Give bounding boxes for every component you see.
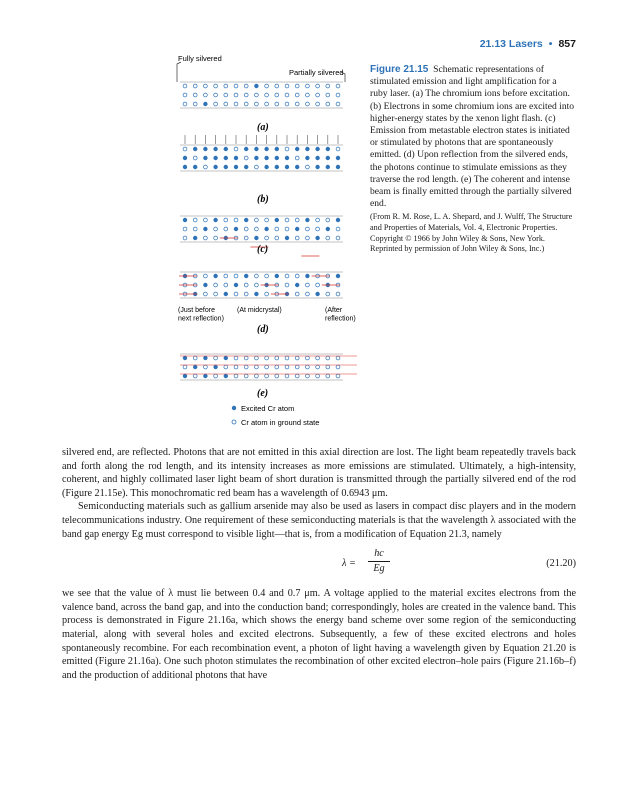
caption-credit: (From R. M. Rose, L. A. Shepard, and J. Wulff, The Structure and Properties of Materials, Vol. 4, Electronic Properties. Copyright © 1966 by John Wiley & Sons, New York. Reprinted by permission of John Wiley & Sons, Inc.)	[370, 212, 573, 254]
legend-ground-dot-icon	[232, 420, 236, 424]
ground-atom	[275, 374, 279, 378]
ground-atom	[244, 156, 248, 160]
excited-atom	[213, 274, 217, 278]
panel-label-a: (a)	[257, 122, 269, 133]
excited-atom	[224, 147, 228, 151]
ground-atom	[244, 374, 248, 378]
ground-atom	[285, 147, 289, 151]
excited-atom	[336, 218, 340, 222]
excited-atom	[295, 227, 299, 231]
ground-atom	[306, 292, 310, 296]
ground-atom	[295, 218, 299, 222]
excited-atom	[275, 165, 279, 169]
excited-atom	[213, 365, 217, 369]
excited-atom	[326, 147, 330, 151]
panel-d-label-mid: (At midcrystal)	[237, 307, 282, 314]
ground-atom	[265, 274, 269, 278]
ground-atom	[255, 227, 259, 231]
ground-atom	[183, 147, 187, 151]
rod-panel-d	[179, 272, 343, 298]
ground-atom	[193, 156, 197, 160]
ground-atom	[316, 365, 320, 369]
excited-atom	[275, 218, 279, 222]
excited-atom	[285, 165, 289, 169]
excited-atom	[203, 227, 207, 231]
excited-atom	[183, 218, 187, 222]
excited-atom	[234, 283, 238, 287]
excited-atom	[254, 292, 258, 296]
figure-label: Figure 21.15	[370, 64, 429, 75]
ground-atom	[336, 93, 340, 97]
panel-label-e: (e)	[257, 388, 269, 399]
running-header	[480, 38, 576, 50]
ground-atom	[306, 236, 310, 240]
rod-panel-a	[180, 82, 343, 108]
ground-atom	[193, 93, 197, 97]
panel-label-d: (d)	[257, 324, 269, 335]
excited-atom	[193, 365, 197, 369]
ground-atom	[265, 84, 269, 88]
ground-atom	[316, 84, 320, 88]
excited-atom	[193, 147, 197, 151]
ground-atom	[306, 102, 310, 106]
ground-atom	[316, 102, 320, 106]
ground-atom	[204, 218, 208, 222]
header-separator: •	[548, 38, 553, 50]
ground-atom	[326, 356, 330, 360]
excited-atom	[264, 156, 268, 160]
paragraph-2: Semiconducting materials such as gallium arsenide may also be used as lasers in compact disc players and in the modern telecommunications industry. One requirement of these semiconducting materials is that the wavelength λ associated with the band gap energy Eg must correspond to visible light—that is, from a modification of Equation 21.3, namely	[62, 501, 576, 540]
panel-d-label-after: (After reflection)	[325, 307, 356, 323]
fully-silvered-bracket	[177, 62, 181, 82]
excited-atom	[305, 156, 309, 160]
ground-atom	[265, 356, 269, 360]
excited-atom	[203, 374, 207, 378]
ground-atom	[295, 292, 299, 296]
excited-atom	[234, 165, 238, 169]
ground-atom	[234, 365, 238, 369]
ground-atom	[193, 374, 197, 378]
ground-atom	[295, 102, 299, 106]
excited-atom	[183, 374, 187, 378]
excited-atom	[234, 156, 238, 160]
ground-atom	[224, 84, 228, 88]
excited-atom	[275, 156, 279, 160]
excited-atom	[203, 283, 207, 287]
excited-atom	[244, 218, 248, 222]
ground-atom	[214, 227, 218, 231]
ground-atom	[193, 227, 197, 231]
ground-atom	[183, 84, 187, 88]
ground-atom	[265, 374, 269, 378]
equation-21-20	[62, 547, 576, 583]
ground-atom	[193, 218, 197, 222]
excited-atom	[326, 227, 330, 231]
laser-figure	[175, 52, 360, 442]
ground-atom	[265, 218, 269, 222]
figure-caption	[370, 64, 575, 255]
ground-atom	[234, 218, 238, 222]
legend-ground-label: Cr atom in ground state	[241, 418, 320, 427]
ground-atom	[224, 283, 228, 287]
ground-atom	[224, 93, 228, 97]
excited-atom	[224, 165, 228, 169]
excited-atom	[224, 156, 228, 160]
ground-atom	[193, 102, 197, 106]
ground-atom	[244, 283, 248, 287]
excited-atom	[315, 156, 319, 160]
excited-atom	[254, 156, 258, 160]
excited-atom	[295, 147, 299, 151]
caption-text: Schematic representations of stimulated emission and light amplification for a ruby laser. (a) The chromium ions before excitation. (b) Electrons in some chromium ions are excited into higher-energy states by the xenon light flash. (c) Emission from metastable electron states is initiated or stimulated by photons that are spontaneously emitted. (d) Upon reflection from the silvered ends, the photons continue to stimulate emissions as they traverse the rod length. (e) The coherent and intense beam is finally emitted through the partially silvered end.	[370, 64, 575, 210]
ground-atom	[336, 147, 340, 151]
ground-atom	[255, 283, 259, 287]
ground-atom	[234, 84, 238, 88]
ground-atom	[224, 227, 228, 231]
excited-atom	[254, 147, 258, 151]
ground-atom	[306, 227, 310, 231]
excited-atom	[275, 147, 279, 151]
equation-number: (21.20)	[546, 558, 576, 570]
ground-atom	[183, 236, 187, 240]
ground-atom	[275, 102, 279, 106]
ground-atom	[224, 218, 228, 222]
ground-atom	[214, 93, 218, 97]
panel-label-c: (c)	[257, 244, 269, 255]
ground-atom	[214, 84, 218, 88]
ground-atom	[265, 236, 269, 240]
ground-atom	[295, 84, 299, 88]
ground-atom	[214, 102, 218, 106]
ground-atom	[285, 227, 289, 231]
ground-atom	[275, 236, 279, 240]
page-number: 857	[558, 38, 576, 50]
ground-atom	[244, 292, 248, 296]
ground-atom	[255, 165, 259, 169]
ground-atom	[224, 365, 228, 369]
excited-atom	[193, 165, 197, 169]
excited-atom	[244, 147, 248, 151]
rod-panel-e	[180, 354, 357, 380]
ground-atom	[244, 356, 248, 360]
panel-d-label-before-text: (Just before next reflection)	[178, 307, 224, 323]
excited-atom	[305, 147, 309, 151]
excited-atom	[183, 165, 187, 169]
excited-atom	[315, 292, 319, 296]
ground-atom	[336, 236, 340, 240]
ground-atom	[183, 102, 187, 106]
ground-atom	[204, 236, 208, 240]
fully-silvered-label: Fully silvered	[178, 54, 222, 63]
excited-atom	[213, 147, 217, 151]
excited-atom	[203, 147, 207, 151]
excited-atom	[213, 218, 217, 222]
ground-atom	[224, 274, 228, 278]
ground-atom	[306, 356, 310, 360]
ground-atom	[193, 84, 197, 88]
paragraph-3: we see that the value of λ must lie between 0.4 and 0.7 μm. A voltage applied to the material excites electrons from the valence band, across the band gap, and into the conduction band; correspondingly, holes are created in the valence band. This process is demonstrated in Figure 21.16a, which shows the energy band scheme over some region of the semiconducting material, along with several holes and excited electrons. Subsequently, a few of these excited electrons and holes spontaneously recombine. For each recombination event, a photon of light having a wavelength given by Equation 21.20 is emitted (Figure 21.16a). One such photon stimulates the recombination of other excited electron–hole pairs (Figure 21.16b–f) and the production of additional photons that have	[62, 588, 576, 681]
rod-panel-b	[180, 135, 343, 171]
ground-atom	[295, 156, 299, 160]
ground-atom	[193, 356, 197, 360]
excited-atom	[285, 156, 289, 160]
legend-excited-dot-icon	[232, 406, 236, 410]
ground-atom	[326, 236, 330, 240]
excited-atom	[224, 292, 228, 296]
ground-atom	[326, 218, 330, 222]
legend-excited-label: Excited Cr atom	[241, 404, 295, 413]
ground-atom	[336, 227, 340, 231]
ground-atom	[336, 84, 340, 88]
excited-atom	[336, 274, 340, 278]
ground-atom	[224, 102, 228, 106]
ground-atom	[316, 356, 320, 360]
excited-atom	[224, 374, 228, 378]
excited-atom	[183, 156, 187, 160]
excited-atom	[305, 218, 309, 222]
excited-atom	[254, 236, 258, 240]
ground-atom	[306, 374, 310, 378]
excited-atom	[234, 227, 238, 231]
ground-atom	[265, 365, 269, 369]
equation-fraction	[368, 547, 390, 576]
excited-atom	[315, 165, 319, 169]
ground-atom	[285, 84, 289, 88]
equation-numerator: hc	[368, 547, 390, 562]
ground-atom	[326, 292, 330, 296]
ground-atom	[234, 274, 238, 278]
excited-atom	[254, 84, 258, 88]
excited-atom	[213, 156, 217, 160]
excited-atom	[224, 356, 228, 360]
ground-atom	[295, 365, 299, 369]
ground-atom	[255, 274, 259, 278]
equation-denominator: Eg	[373, 563, 385, 575]
ground-atom	[234, 356, 238, 360]
ground-atom	[214, 356, 218, 360]
excited-atom	[326, 156, 330, 160]
ground-atom	[306, 365, 310, 369]
excited-atom	[183, 356, 187, 360]
ground-atom	[326, 84, 330, 88]
ground-atom	[295, 374, 299, 378]
ground-atom	[326, 365, 330, 369]
ground-atom	[336, 356, 340, 360]
ground-atom	[265, 102, 269, 106]
ground-atom	[285, 283, 289, 287]
excited-atom	[203, 156, 207, 160]
panel-label-b: (b)	[257, 194, 269, 205]
ground-atom	[214, 283, 218, 287]
ground-atom	[285, 218, 289, 222]
ground-atom	[316, 218, 320, 222]
ground-atom	[244, 93, 248, 97]
ground-atom	[316, 227, 320, 231]
ground-atom	[204, 84, 208, 88]
ground-atom	[326, 93, 330, 97]
excited-atom	[326, 165, 330, 169]
excited-atom	[213, 165, 217, 169]
paragraph-1: silvered end, are reflected. Photons that are not emitted in this axial direction are lost. The light beam repeatedly travels back and forth along the rod length, and its intensity increases as more emissions are stimulated. Ultimately, a high-intensity, coherent, and highly collimated laser light beam of short duration is transmitted through the partially silvered end of the rod (Figure 21.15e). This monochromatic red beam has a wavelength of 0.6943 μm.	[62, 447, 576, 499]
excited-atom	[244, 165, 248, 169]
ground-atom	[275, 84, 279, 88]
excited-atom	[315, 236, 319, 240]
ground-atom	[244, 84, 248, 88]
ground-atom	[336, 374, 340, 378]
ground-atom	[214, 374, 218, 378]
excited-atom	[305, 274, 309, 278]
ground-atom	[234, 374, 238, 378]
ground-atom	[285, 274, 289, 278]
body-text	[62, 446, 576, 682]
ground-atom	[234, 102, 238, 106]
excited-atom	[203, 356, 207, 360]
ground-atom	[306, 165, 310, 169]
excited-atom	[264, 147, 268, 151]
ground-atom	[326, 374, 330, 378]
ground-atom	[275, 227, 279, 231]
excited-atom	[295, 165, 299, 169]
excited-atom	[244, 274, 248, 278]
ground-atom	[244, 365, 248, 369]
ground-atom	[316, 283, 320, 287]
ground-atom	[183, 365, 187, 369]
ground-atom	[295, 93, 299, 97]
ground-atom	[255, 93, 259, 97]
ground-atom	[295, 236, 299, 240]
ground-atom	[275, 365, 279, 369]
ground-atom	[265, 292, 269, 296]
ground-atom	[255, 374, 259, 378]
ground-atom	[336, 292, 340, 296]
ground-atom	[244, 102, 248, 106]
ground-atom	[204, 93, 208, 97]
ground-atom	[255, 102, 259, 106]
ground-atom	[183, 93, 187, 97]
ground-atom	[306, 93, 310, 97]
excited-atom	[336, 156, 340, 160]
ground-atom	[204, 292, 208, 296]
ground-atom	[214, 236, 218, 240]
ground-atom	[285, 93, 289, 97]
ground-atom	[255, 365, 259, 369]
excited-atom	[193, 236, 197, 240]
equation-lhs: λ =	[342, 558, 356, 570]
excited-atom	[315, 147, 319, 151]
ground-atom	[316, 93, 320, 97]
ground-atom	[316, 374, 320, 378]
ground-atom	[183, 227, 187, 231]
excited-atom	[295, 283, 299, 287]
ground-atom	[244, 236, 248, 240]
ground-atom	[285, 356, 289, 360]
ground-atom	[285, 374, 289, 378]
ground-atom	[255, 356, 259, 360]
ground-atom	[234, 147, 238, 151]
ground-atom	[234, 93, 238, 97]
ground-atom	[336, 365, 340, 369]
ground-atom	[244, 227, 248, 231]
ground-atom	[306, 84, 310, 88]
excited-atom	[275, 274, 279, 278]
ground-atom	[214, 292, 218, 296]
ground-atom	[336, 102, 340, 106]
section-title: 21.13 Lasers	[479, 38, 543, 50]
ground-atom	[204, 274, 208, 278]
excited-atom	[336, 165, 340, 169]
ground-atom	[234, 292, 238, 296]
partially-silvered-label: Partially silvered	[289, 68, 344, 77]
ground-atom	[265, 93, 269, 97]
ground-atom	[275, 356, 279, 360]
ground-atom	[285, 365, 289, 369]
excited-atom	[264, 165, 268, 169]
ground-atom	[326, 102, 330, 106]
ground-atom	[204, 365, 208, 369]
excited-atom	[264, 227, 268, 231]
ground-atom	[275, 93, 279, 97]
ground-atom	[306, 283, 310, 287]
excited-atom	[285, 236, 289, 240]
ground-atom	[295, 274, 299, 278]
ground-atom	[285, 102, 289, 106]
excited-atom	[203, 102, 207, 106]
ground-atom	[204, 165, 208, 169]
ground-atom	[255, 218, 259, 222]
ground-atom	[295, 356, 299, 360]
